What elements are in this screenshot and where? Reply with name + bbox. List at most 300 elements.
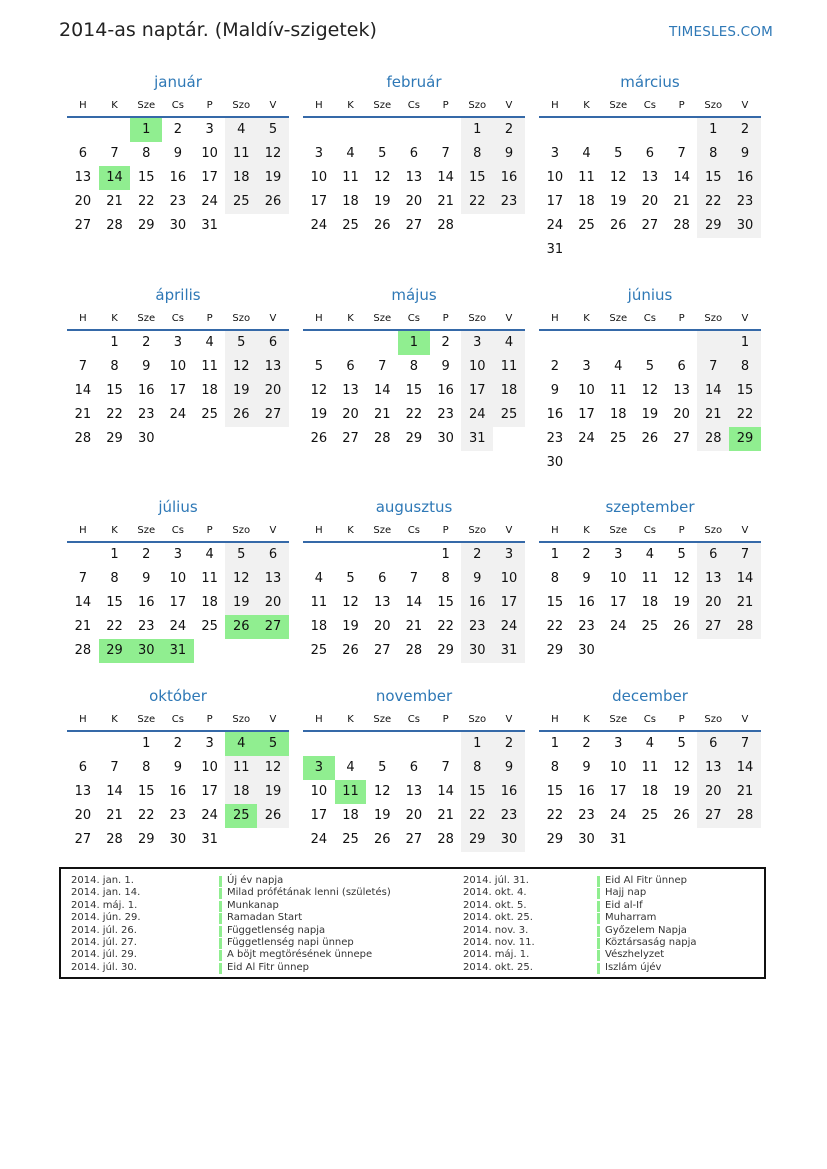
day-cell: 1 bbox=[110, 547, 119, 562]
weekday-label: K bbox=[111, 313, 118, 324]
day-cell: 24 bbox=[493, 615, 525, 639]
day-cell: 14 bbox=[729, 567, 761, 591]
weekday-label: P bbox=[206, 525, 213, 536]
day-cell: 11 bbox=[201, 571, 218, 586]
empty-cell bbox=[602, 451, 634, 475]
legend-holiday-name: Ramadan Start bbox=[227, 912, 303, 924]
day-grid bbox=[539, 331, 761, 475]
day-cell: 10 bbox=[461, 355, 493, 379]
month-6 bbox=[539, 285, 761, 475]
weekday-label: H bbox=[551, 714, 559, 725]
weekday-label: H bbox=[315, 100, 323, 111]
weekday-label: H bbox=[79, 313, 87, 324]
day-cell: 20 bbox=[74, 194, 92, 209]
day-cell: 19 bbox=[373, 194, 391, 209]
weekday-label: P bbox=[442, 313, 449, 324]
empty-cell bbox=[67, 732, 99, 756]
day-cell: 23 bbox=[546, 431, 564, 446]
empty-cell bbox=[257, 828, 289, 852]
legend-holiday-name: Függetlenség napja bbox=[227, 924, 326, 936]
day-cell: 17 bbox=[609, 595, 627, 610]
day-cell: 19 bbox=[373, 808, 391, 823]
day-cell: 1 bbox=[110, 335, 119, 350]
day-cell: 11 bbox=[493, 355, 525, 379]
weekday-label: K bbox=[583, 100, 590, 111]
brand-link[interactable]: TIMESLES.COM bbox=[669, 24, 773, 40]
day-cell: 10 bbox=[310, 170, 328, 185]
weekday-label: Cs bbox=[171, 100, 184, 111]
empty-cell bbox=[225, 427, 257, 451]
weekday-label: Cs bbox=[171, 525, 184, 536]
day-cell: 12 bbox=[342, 595, 359, 610]
day-cell: 28 bbox=[373, 431, 391, 446]
day-cell: 1 bbox=[697, 118, 729, 142]
weekday-label: H bbox=[79, 714, 87, 725]
weekday-label: H bbox=[79, 525, 87, 536]
day-cell: 16 bbox=[169, 784, 187, 799]
legend-marker bbox=[219, 901, 222, 912]
weekday-label: Cs bbox=[407, 313, 420, 324]
day-cell: 6 bbox=[409, 760, 419, 775]
day-cell: 21 bbox=[697, 403, 729, 427]
day-cell: 29 bbox=[137, 218, 155, 233]
weekday-label: H bbox=[79, 100, 87, 111]
weekday-label: Szo bbox=[232, 100, 251, 111]
empty-cell bbox=[225, 639, 257, 663]
day-cell: 25 bbox=[493, 403, 525, 427]
day-grid bbox=[303, 732, 525, 852]
day-cell: 7 bbox=[409, 571, 419, 586]
day-cell: 1 bbox=[729, 331, 761, 355]
day-cell: 29 bbox=[697, 214, 729, 238]
day-cell: 4 bbox=[582, 146, 591, 161]
day-cell: 7 bbox=[78, 571, 87, 586]
day-cell: 20 bbox=[697, 591, 729, 615]
empty-cell bbox=[666, 331, 698, 355]
empty-cell bbox=[666, 238, 698, 262]
day-cell: 30 bbox=[493, 828, 525, 852]
month-name: február bbox=[386, 73, 442, 91]
empty-cell bbox=[67, 331, 99, 355]
day-cell: 23 bbox=[461, 615, 493, 639]
day-cell: 4 bbox=[314, 571, 323, 586]
empty-cell bbox=[303, 543, 335, 567]
empty-cell bbox=[729, 451, 761, 475]
empty-cell bbox=[697, 639, 729, 663]
day-cell: 31 bbox=[493, 639, 525, 663]
weekday-header bbox=[539, 309, 761, 331]
weekday-label: V bbox=[741, 714, 749, 725]
day-cell: 9 bbox=[441, 359, 450, 374]
weekday-label: P bbox=[442, 100, 449, 111]
empty-cell bbox=[697, 238, 729, 262]
day-cell: 5 bbox=[378, 760, 387, 775]
legend-marker bbox=[219, 938, 222, 949]
day-cell: 25 bbox=[201, 407, 218, 422]
holiday-day-cell: 25 bbox=[225, 804, 257, 828]
day-cell: 12 bbox=[373, 784, 391, 799]
day-cell: 18 bbox=[578, 194, 595, 209]
month-4 bbox=[67, 285, 289, 451]
empty-cell bbox=[493, 427, 525, 451]
day-cell: 1 bbox=[461, 732, 493, 756]
weekday-label: Sze bbox=[373, 313, 392, 324]
weekday-label: Szo bbox=[232, 714, 251, 725]
empty-cell bbox=[571, 238, 603, 262]
day-cell: 29 bbox=[405, 431, 423, 446]
day-cell: 7 bbox=[697, 355, 729, 379]
day-cell: 2 bbox=[173, 122, 183, 137]
day-cell: 22 bbox=[405, 407, 423, 422]
weekday-label: P bbox=[678, 100, 685, 111]
day-cell: 24 bbox=[461, 403, 493, 427]
day-cell: 5 bbox=[645, 359, 655, 374]
weekday-label: H bbox=[315, 525, 323, 536]
day-cell: 2 bbox=[493, 118, 525, 142]
empty-cell bbox=[602, 639, 634, 663]
day-cell: 13 bbox=[697, 567, 729, 591]
day-cell: 17 bbox=[310, 808, 328, 823]
weekday-label: H bbox=[551, 525, 559, 536]
legend-date: 2014. jan. 14. bbox=[71, 887, 141, 899]
legend-date: 2014. júl. 30. bbox=[71, 961, 137, 973]
day-cell: 22 bbox=[106, 619, 123, 634]
day-cell: 5 bbox=[677, 547, 686, 562]
day-cell: 29 bbox=[546, 643, 564, 658]
day-cell: 3 bbox=[550, 146, 559, 161]
day-cell: 16 bbox=[137, 595, 155, 610]
day-cell: 8 bbox=[729, 355, 761, 379]
holiday-day-cell: 4 bbox=[225, 732, 257, 756]
day-cell: 4 bbox=[493, 331, 525, 355]
weekday-label: Cs bbox=[643, 313, 656, 324]
legend-marker bbox=[597, 938, 600, 949]
weekday-header bbox=[67, 521, 289, 543]
empty-cell bbox=[335, 118, 367, 142]
day-cell: 4 bbox=[645, 547, 655, 562]
month-name: augusztus bbox=[375, 498, 453, 516]
legend-marker bbox=[219, 926, 222, 937]
day-cell: 4 bbox=[614, 359, 623, 374]
day-cell: 15 bbox=[697, 166, 729, 190]
weekday-label: K bbox=[583, 525, 590, 536]
day-cell: 20 bbox=[697, 780, 729, 804]
holiday-day-cell: 3 bbox=[303, 756, 335, 780]
day-cell: 19 bbox=[257, 166, 289, 190]
weekday-label: Szo bbox=[468, 525, 487, 536]
day-cell: 29 bbox=[437, 643, 454, 658]
day-cell: 8 bbox=[441, 571, 450, 586]
day-cell: 3 bbox=[614, 736, 623, 751]
day-cell: 26 bbox=[342, 643, 359, 658]
day-cell: 13 bbox=[641, 170, 659, 185]
weekday-label: Cs bbox=[643, 100, 656, 111]
legend-date: 2014. júl. 29. bbox=[71, 949, 137, 961]
day-cell: 28 bbox=[673, 218, 690, 233]
day-cell: 27 bbox=[641, 218, 659, 233]
weekday-label: Szo bbox=[468, 714, 487, 725]
day-cell: 12 bbox=[310, 383, 328, 398]
weekday-label: Cs bbox=[407, 714, 420, 725]
day-cell: 15 bbox=[461, 780, 493, 804]
legend-date: 2014. jún. 29. bbox=[71, 912, 141, 924]
day-cell: 4 bbox=[346, 146, 355, 161]
legend-date: 2014. máj. 1. bbox=[71, 899, 138, 911]
day-cell: 22 bbox=[137, 194, 155, 209]
day-cell: 7 bbox=[729, 732, 761, 756]
day-cell: 20 bbox=[673, 407, 690, 422]
day-cell: 27 bbox=[697, 615, 729, 639]
day-cell: 13 bbox=[673, 383, 690, 398]
day-cell: 8 bbox=[550, 760, 559, 775]
day-cell: 7 bbox=[441, 760, 450, 775]
day-cell: 24 bbox=[201, 194, 218, 209]
weekday-label: Cs bbox=[407, 100, 420, 111]
weekday-label: P bbox=[678, 525, 685, 536]
day-cell: 10 bbox=[310, 784, 328, 799]
weekday-label: K bbox=[583, 714, 590, 725]
day-cell: 19 bbox=[641, 407, 659, 422]
day-cell: 1 bbox=[461, 118, 493, 142]
empty-cell bbox=[602, 238, 634, 262]
weekday-label: H bbox=[315, 714, 323, 725]
weekday-label: Szo bbox=[468, 100, 487, 111]
empty-cell bbox=[430, 732, 462, 756]
day-cell: 2 bbox=[729, 118, 761, 142]
legend-marker bbox=[219, 913, 222, 924]
weekday-label: Szo bbox=[704, 313, 723, 324]
day-cell: 6 bbox=[409, 146, 419, 161]
legend-holiday-name: Eid al-If bbox=[605, 899, 643, 911]
weekday-label: Sze bbox=[137, 100, 156, 111]
day-cell: 7 bbox=[110, 146, 119, 161]
day-cell: 16 bbox=[578, 595, 595, 610]
day-cell: 3 bbox=[493, 543, 525, 567]
day-cell: 23 bbox=[137, 407, 155, 422]
day-cell: 25 bbox=[342, 218, 359, 233]
empty-cell bbox=[99, 118, 131, 142]
holiday-day-cell: 26 bbox=[225, 615, 257, 639]
empty-cell bbox=[666, 118, 698, 142]
day-cell: 11 bbox=[225, 142, 257, 166]
empty-cell bbox=[67, 118, 99, 142]
day-cell: 28 bbox=[106, 218, 123, 233]
day-cell: 28 bbox=[74, 431, 92, 446]
weekday-label: P bbox=[206, 313, 213, 324]
day-cell: 25 bbox=[641, 808, 659, 823]
day-cell: 9 bbox=[582, 760, 591, 775]
weekday-label: H bbox=[551, 313, 559, 324]
day-cell: 7 bbox=[729, 543, 761, 567]
month-8 bbox=[303, 497, 525, 663]
day-cell: 18 bbox=[225, 166, 257, 190]
day-cell: 25 bbox=[225, 190, 257, 214]
weekday-label: K bbox=[583, 313, 590, 324]
day-cell: 26 bbox=[673, 619, 690, 634]
day-cell: 7 bbox=[78, 359, 87, 374]
legend-marker bbox=[219, 963, 222, 974]
day-cell: 24 bbox=[169, 407, 187, 422]
day-cell: 18 bbox=[493, 379, 525, 403]
day-cell: 21 bbox=[729, 780, 761, 804]
month-name: július bbox=[158, 498, 198, 516]
legend-marker bbox=[597, 926, 600, 937]
empty-cell bbox=[366, 331, 398, 355]
empty-cell bbox=[493, 214, 525, 238]
day-cell: 3 bbox=[205, 122, 214, 137]
empty-cell bbox=[398, 732, 430, 756]
day-grid bbox=[67, 732, 289, 852]
day-cell: 14 bbox=[437, 170, 454, 185]
day-cell: 22 bbox=[697, 190, 729, 214]
day-cell: 22 bbox=[461, 190, 493, 214]
empty-cell bbox=[602, 331, 634, 355]
month-name: április bbox=[155, 286, 201, 304]
day-cell: 13 bbox=[405, 170, 423, 185]
weekday-label: H bbox=[551, 100, 559, 111]
day-cell: 14 bbox=[405, 595, 423, 610]
empty-cell bbox=[194, 639, 226, 663]
legend-holiday-name: Győzelem Napja bbox=[605, 924, 687, 936]
day-cell: 16 bbox=[546, 407, 564, 422]
holiday-day-cell: 27 bbox=[257, 615, 289, 639]
day-cell: 25 bbox=[342, 832, 359, 847]
day-cell: 8 bbox=[409, 359, 419, 374]
empty-cell bbox=[162, 427, 194, 451]
empty-cell bbox=[335, 331, 367, 355]
day-cell: 4 bbox=[346, 760, 355, 775]
day-cell: 12 bbox=[225, 567, 257, 591]
day-cell: 8 bbox=[142, 760, 151, 775]
weekday-label: Sze bbox=[137, 313, 156, 324]
day-cell: 9 bbox=[493, 756, 525, 780]
day-cell: 1 bbox=[550, 736, 559, 751]
day-cell: 28 bbox=[74, 643, 92, 658]
day-cell: 25 bbox=[578, 218, 595, 233]
day-cell: 10 bbox=[169, 359, 187, 374]
empty-cell bbox=[634, 828, 666, 852]
day-cell: 21 bbox=[106, 194, 123, 209]
day-cell: 15 bbox=[546, 784, 564, 799]
holiday-legend bbox=[59, 867, 766, 979]
month-name: május bbox=[391, 286, 437, 304]
weekday-header bbox=[539, 710, 761, 732]
month-9 bbox=[539, 497, 761, 663]
empty-cell bbox=[571, 451, 603, 475]
day-cell: 8 bbox=[461, 142, 493, 166]
day-cell: 20 bbox=[74, 808, 92, 823]
day-cell: 15 bbox=[546, 595, 564, 610]
weekday-label: V bbox=[741, 525, 749, 536]
day-cell: 14 bbox=[729, 756, 761, 780]
day-cell: 5 bbox=[614, 146, 623, 161]
day-cell: 4 bbox=[205, 335, 214, 350]
empty-cell bbox=[539, 118, 571, 142]
month-12 bbox=[539, 686, 761, 852]
weekday-label: V bbox=[269, 100, 277, 111]
day-cell: 3 bbox=[582, 359, 591, 374]
weekday-label: Szo bbox=[468, 313, 487, 324]
day-cell: 18 bbox=[310, 619, 328, 634]
weekday-label: P bbox=[442, 714, 449, 725]
holiday-day-cell: 1 bbox=[130, 118, 162, 142]
weekday-label: Szo bbox=[232, 313, 251, 324]
day-cell: 17 bbox=[169, 383, 187, 398]
day-cell: 24 bbox=[578, 431, 595, 446]
legend-holiday-name: Muharram bbox=[605, 912, 657, 924]
legend-date: 2014. okt. 25. bbox=[463, 961, 533, 973]
day-cell: 27 bbox=[405, 218, 423, 233]
legend-marker bbox=[597, 950, 600, 961]
day-cell: 8 bbox=[550, 571, 559, 586]
day-cell: 19 bbox=[609, 194, 627, 209]
day-cell: 2 bbox=[582, 547, 591, 562]
legend-holiday-name: Új év napja bbox=[227, 875, 284, 886]
day-cell: 6 bbox=[645, 146, 655, 161]
empty-cell bbox=[366, 118, 398, 142]
empty-cell bbox=[697, 828, 729, 852]
day-cell: 30 bbox=[137, 431, 155, 446]
day-cell: 30 bbox=[546, 455, 564, 470]
day-cell: 12 bbox=[673, 760, 690, 775]
day-cell: 19 bbox=[225, 591, 257, 615]
day-cell: 12 bbox=[257, 756, 289, 780]
day-cell: 24 bbox=[201, 808, 218, 823]
day-cell: 28 bbox=[697, 427, 729, 451]
day-cell: 14 bbox=[106, 784, 123, 799]
day-cell: 11 bbox=[609, 383, 627, 398]
day-cell: 28 bbox=[106, 832, 123, 847]
weekday-label: Szo bbox=[704, 714, 723, 725]
weekday-label: V bbox=[505, 100, 513, 111]
day-cell: 27 bbox=[257, 403, 289, 427]
day-cell: 11 bbox=[578, 170, 595, 185]
empty-cell bbox=[366, 732, 398, 756]
month-name: június bbox=[627, 286, 673, 304]
month-name: március bbox=[620, 73, 680, 91]
day-cell: 26 bbox=[641, 431, 659, 446]
day-cell: 29 bbox=[461, 828, 493, 852]
day-cell: 23 bbox=[578, 619, 595, 634]
day-cell: 5 bbox=[314, 359, 323, 374]
day-cell: 26 bbox=[373, 218, 391, 233]
month-11 bbox=[303, 686, 525, 852]
legend-holiday-name: Hajj nap bbox=[605, 887, 647, 899]
weekday-label: Cs bbox=[643, 714, 656, 725]
day-cell: 2 bbox=[142, 335, 151, 350]
day-cell: 20 bbox=[257, 591, 289, 615]
day-cell: 5 bbox=[225, 331, 257, 355]
day-cell: 3 bbox=[205, 736, 214, 751]
empty-cell bbox=[666, 639, 698, 663]
empty-cell bbox=[697, 331, 729, 355]
weekday-header bbox=[303, 309, 525, 331]
weekday-label: V bbox=[505, 313, 513, 324]
empty-cell bbox=[666, 828, 698, 852]
holiday-day-cell: 1 bbox=[398, 331, 430, 355]
day-cell: 21 bbox=[405, 619, 423, 634]
day-cell: 7 bbox=[378, 359, 387, 374]
day-cell: 26 bbox=[673, 808, 690, 823]
day-cell: 30 bbox=[169, 832, 187, 847]
legend-marker bbox=[597, 876, 600, 887]
weekday-label: Cs bbox=[643, 525, 656, 536]
day-cell: 27 bbox=[405, 832, 423, 847]
day-cell: 17 bbox=[461, 379, 493, 403]
legend-holiday-name: Munkanap bbox=[227, 899, 279, 911]
empty-cell bbox=[335, 543, 367, 567]
month-10 bbox=[67, 686, 289, 852]
